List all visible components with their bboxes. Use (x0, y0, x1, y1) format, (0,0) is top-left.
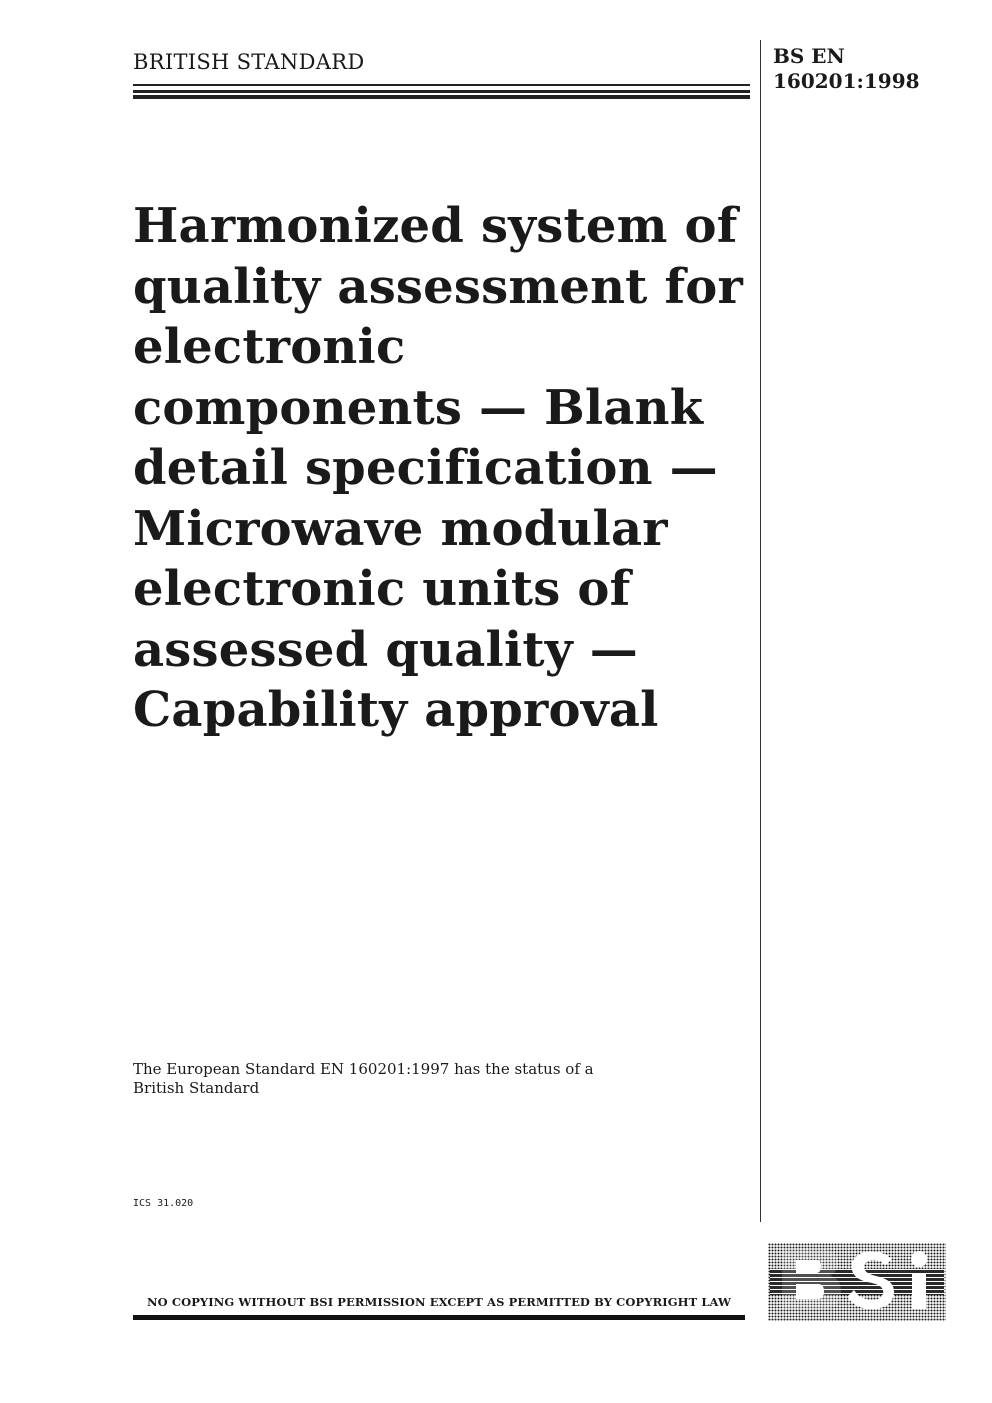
ics-code: ICS 31.020 (133, 1198, 194, 1209)
title-line: electronic (133, 319, 406, 375)
status-note-line: British Standard (133, 1079, 260, 1097)
document-number-prefix: BS EN (773, 44, 845, 68)
title-line: Microwave modular (133, 500, 668, 557)
header-rule (133, 84, 750, 99)
document-title (133, 196, 743, 741)
title-line: assessed quality — (133, 621, 638, 678)
bsi-logo (768, 1243, 946, 1321)
title-line: Capability approval (133, 682, 659, 738)
status-note (133, 1060, 594, 1098)
footer-rule (133, 1315, 745, 1320)
title-line: electronic units of (133, 561, 631, 617)
title-line: quality assessment for (133, 258, 744, 315)
title-line: Harmonized system of (133, 198, 738, 254)
document-number-code: 160201:1998 (773, 69, 920, 93)
status-note-line: The European Standard EN 160201:1997 has the status of a (133, 1060, 594, 1078)
document-number (773, 44, 920, 94)
title-line: detail specification — (133, 440, 718, 496)
title-line: components — Blank (133, 379, 704, 436)
standard-type-label: BRITISH STANDARD (133, 50, 365, 74)
vertical-divider (760, 40, 761, 1222)
copyright-notice: NO COPYING WITHOUT BSI PERMISSION EXCEPT AS PERMITTED BY COPYRIGHT LAW (146, 1295, 732, 1309)
